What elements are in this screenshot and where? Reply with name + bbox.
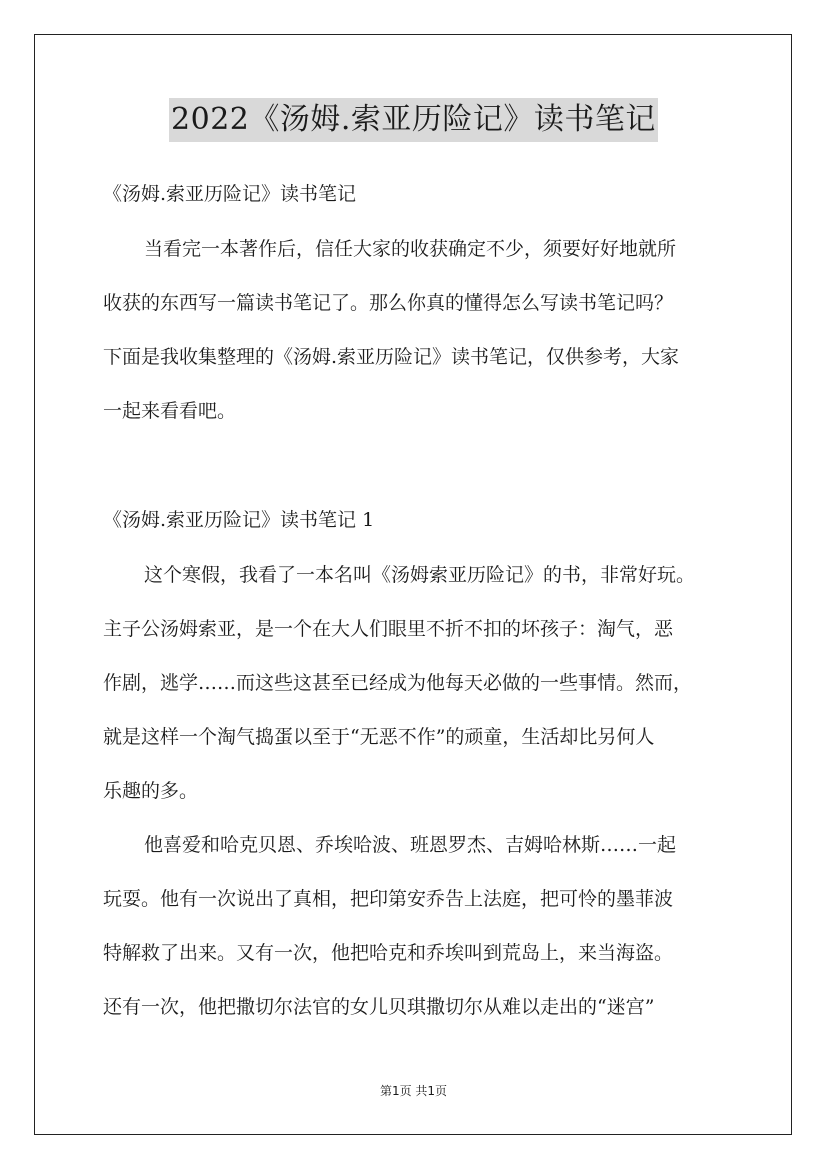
intro-line: 当看完一本著作后，信任大家的收获确定不少，须要好好地就所 [144,238,677,260]
intro-line: 收获的东西写一篇读书笔记了。那么你真的懂得怎么写读书笔记吗？ [103,292,674,314]
para1-line: 这个寒假，我看了一本名叫《汤姆索亚历险记》的书，非常好玩。 [144,564,696,586]
title-container [0,98,827,142]
intro-line: 下面是我收集整理的《汤姆.索亚历险记》读书笔记，仅供参考，大家 [103,346,680,368]
page-footer: 第1页 共1页 [379,1084,448,1098]
para1-line: 作剧，逃学……而这些这甚至已经成为他每天必做的一些事情。然而， [103,672,693,694]
intro-line: 一起来看看吧。 [103,400,237,422]
para2-line: 还有一次，他把撒切尔法官的女儿贝琪撒切尔从难以走出的“迷宫” [103,996,655,1018]
subtitle: 《汤姆.索亚历险记》读书笔记 [103,183,357,205]
para2-line: 特解救了出来。又有一次，他把哈克和乔埃叫到荒岛上，来当海盗。 [103,942,674,964]
para2-line: 玩耍。他有一次说出了真相，把印第安乔告上法庭，把可怜的墨菲波 [103,888,674,910]
para2-line: 他喜爱和哈克贝恩、乔埃哈波、班恩罗杰、吉姆哈林斯……一起 [144,834,677,856]
para1-line: 就是这样一个淘气捣蛋以至于“无恶不作”的顽童，生活却比另何人 [103,726,655,748]
para1-line: 乐趣的多。 [103,780,199,802]
section-heading: 《汤姆.索亚历险记》读书笔记 1 [103,509,375,531]
para1-line: 主子公汤姆索亚，是一个在大人们眼里不折不扣的坏孩子：淘气，恶 [103,618,674,640]
page-title: 2022《汤姆.索亚历险记》读书笔记 [169,98,658,142]
